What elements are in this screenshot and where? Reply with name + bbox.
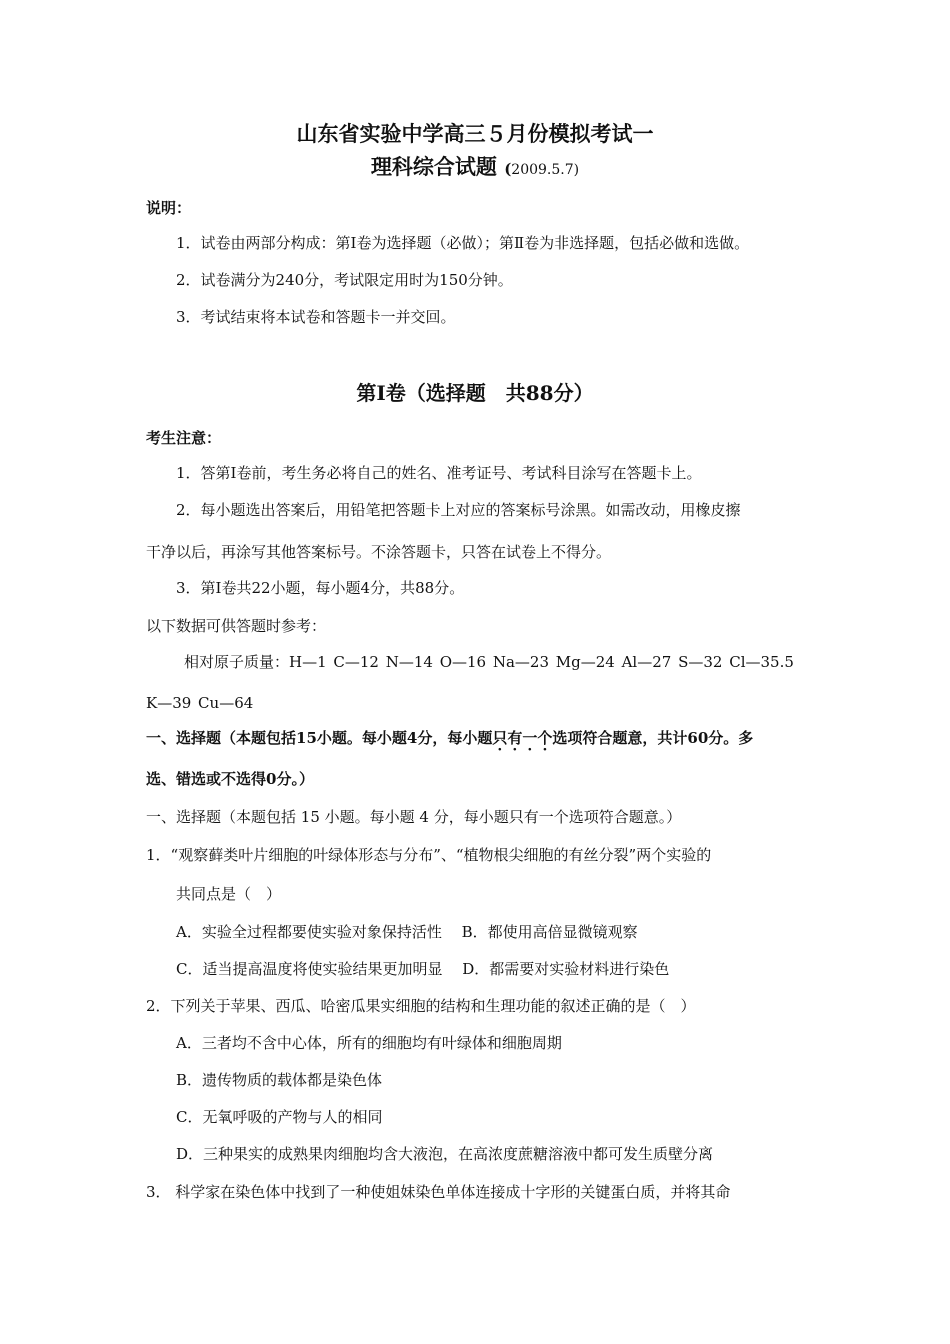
question-2-option-b: B．遗传物质的载体都是染色体	[176, 1071, 383, 1089]
question-2-option-c: C．无氧呼吸的产物与人的相同	[176, 1108, 383, 1126]
part1-heading-b: 选项符合题意，共计60分。多	[552, 729, 754, 747]
notice-item-1: 1．答第Ⅰ卷前，考生务必将自己的姓名、准考证号、考试科目涂写在答题卡上。	[176, 464, 702, 482]
section-title: 第Ⅰ卷（选择题 共88分）	[356, 381, 594, 405]
atomic-mass-line-2: K—39 Cu—64	[146, 694, 254, 712]
notice-heading: 考生注意：	[146, 429, 222, 447]
instruction-item-1: 1．试卷由两部分构成：第Ⅰ卷为选择题（必做）；第Ⅱ卷为非选择题，包括必做和选做。	[176, 234, 750, 252]
emph-char: 有	[507, 729, 523, 747]
exam-title: 山东省实验中学高三５月份模拟考试一	[296, 121, 654, 146]
part1-heading-repeat: 一、选择题（本题包括 15 小题。每小题 4 分，每小题只有一个选项符合题意。）	[146, 808, 682, 826]
atomic-mass-line-1: 相对原子质量：H—1 C—12 N—14 O—16 Na—23 Mg—24 Al—27 S—32 Cl—35.5	[184, 653, 794, 671]
instruction-item-3: 3．考试结束将本试卷和答题卡一并交回。	[176, 308, 456, 326]
instruction-item-2: 2．试卷满分为240分，考试限定用时为150分钟。	[176, 271, 513, 289]
instructions-heading: 说明：	[146, 199, 192, 217]
notice-item-3: 3．第Ⅰ卷共22小题，每小题4分，共88分。	[176, 579, 465, 597]
emph-char: 个	[537, 729, 553, 747]
part1-heading-line2: 选、错选或不选得0分。）	[146, 770, 314, 788]
emph-char: 一	[522, 729, 538, 747]
notice-item-2-cont: 干净以后，再涂写其他答案标号。不涂答题卡，只答在试卷上不得分。	[146, 543, 612, 561]
question-1-options-cd: C．适当提高温度将使实验结果更加明显 D．都需要对实验材料进行染色	[176, 960, 670, 978]
question-2-option-d: D．三种果实的成熟果肉细胞均含大液泡，在高浓度蔗糖溶液中都可发生质壁分离	[176, 1145, 714, 1163]
subtitle-text: 理科综合试题	[370, 154, 497, 179]
question-1-stem-cont: 共同点是（ ）	[176, 885, 282, 903]
question-2-option-a: A．三者均不含中心体，所有的细胞均有叶绿体和细胞周期	[176, 1034, 562, 1052]
exam-subtitle	[0, 154, 950, 180]
notice-item-2: 2．每小题选出答案后，用铅笔把答题卡上对应的答案标号涂黑。如需改动，用橡皮擦	[176, 501, 741, 519]
part1-heading	[146, 728, 753, 748]
part1-heading-a: 一、选择题（本题包括15小题。每小题4分，每小题	[146, 729, 493, 747]
question-3-stem: 3． 科学家在染色体中找到了一种使姐妹染色单体连接成十字形的关键蛋白质，并将其命	[146, 1183, 731, 1201]
question-1-options-ab: A．实验全过程都要使实验对象保持活性 B．都使用高倍显微镜观察	[176, 923, 638, 941]
question-1-stem: 1．“观察藓类叶片细胞的叶绿体形态与分布”、“植物根尖细胞的有丝分裂”两个实验的	[146, 846, 712, 864]
exam-date: 2009.5.7)	[511, 162, 580, 178]
date-paren: (	[504, 160, 512, 178]
reference-intro: 以下数据可供答题时参考：	[146, 617, 327, 635]
question-2-stem: 2．下列关于苹果、西瓜、哈密瓜果实细胞的结构和生理功能的叙述正确的是（ ）	[146, 997, 696, 1015]
emph-char: 只	[492, 729, 508, 747]
